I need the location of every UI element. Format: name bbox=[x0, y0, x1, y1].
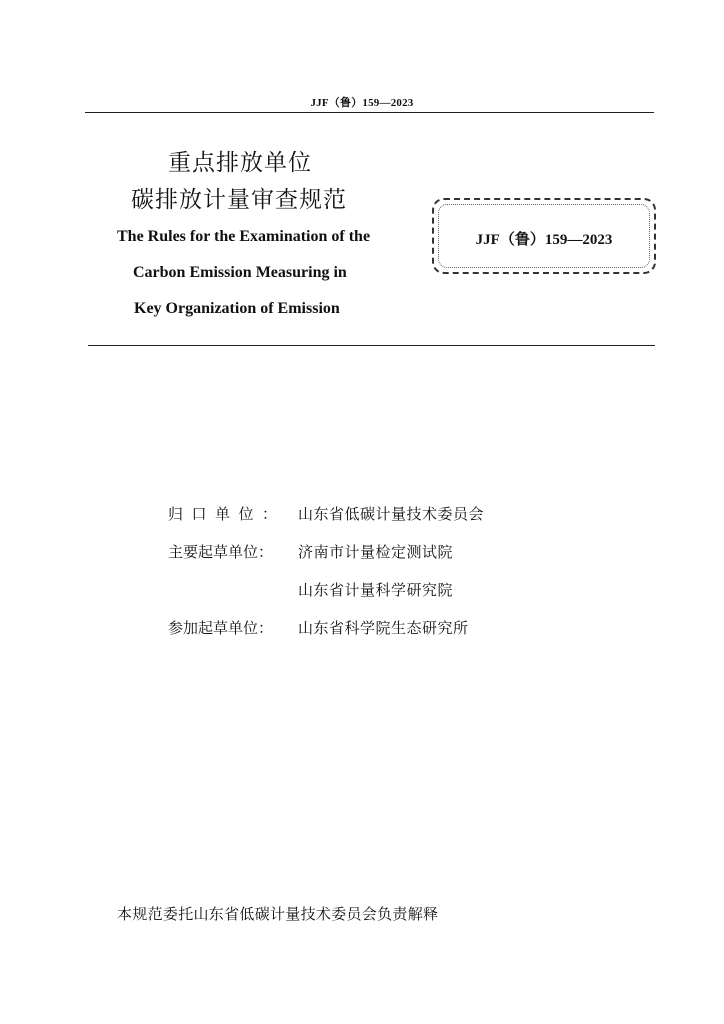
info-value-participating-drafting-unit: 山东省科学院生态研究所 bbox=[298, 619, 469, 637]
info-value-responsible-unit: 山东省低碳计量技术委员会 bbox=[298, 505, 485, 523]
standard-code-box bbox=[432, 198, 656, 274]
header-standard-code: JJF（鲁）159—2023 bbox=[310, 97, 414, 109]
info-value-main-drafting-unit-2: 山东省计量科学研究院 bbox=[298, 581, 454, 599]
title-cn-line2: 碳排放计量审查规范 bbox=[131, 187, 347, 213]
middle-divider bbox=[88, 345, 655, 346]
top-divider bbox=[85, 112, 654, 113]
footer-interpretation-note: 本规范委托山东省低碳计量技术委员会负责解释 bbox=[117, 905, 439, 923]
title-en-line3: Key Organization of Emission bbox=[134, 300, 340, 317]
title-en-line2: Carbon Emission Measuring in bbox=[133, 264, 347, 281]
info-label-main-drafting-unit: 主要起草单位： bbox=[168, 543, 274, 561]
info-value-main-drafting-unit-1: 济南市计量检定测试院 bbox=[298, 543, 454, 561]
info-label-participating-drafting-unit: 参加起草单位： bbox=[168, 619, 274, 637]
title-cn-line1: 重点排放单位 bbox=[168, 150, 312, 176]
title-en-line1: The Rules for the Examination of the bbox=[117, 228, 371, 245]
standard-code-box-text: JJF（鲁）159—2023 bbox=[475, 232, 613, 248]
info-label-responsible-unit: 归口单位： bbox=[168, 505, 286, 523]
